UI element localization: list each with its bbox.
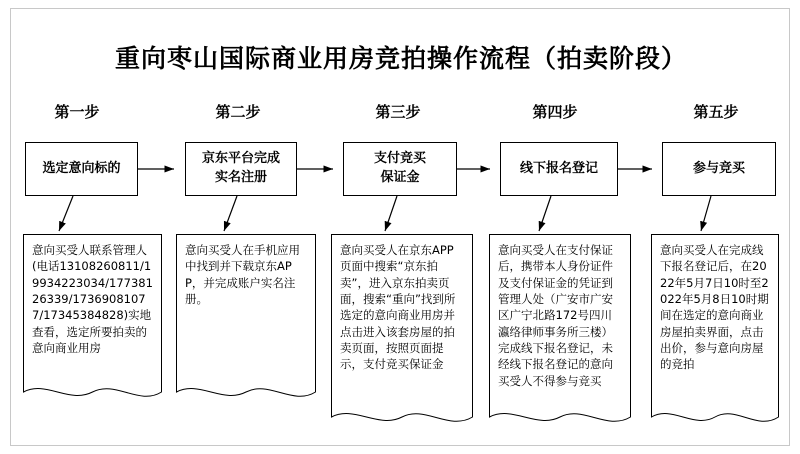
step-note-3-text: 意向买受人在京东APP页面中搜索“京东拍卖”，进入京东拍卖页面，搜索“重向”找到所选定的意向商业用房并点击进入该套房屋的拍卖页面，按照页面提示，支付竞买保证金 [340,243,456,372]
step-label-4: 第四步 [532,103,578,121]
step-label-3: 第三步 [375,103,421,121]
step-note-5 [651,234,779,429]
step-box-3[interactable]: 支付竞买 保证金 [343,142,457,196]
flowchart-canvas [10,8,790,446]
step-box-5[interactable]: 参与竞买 [662,142,776,196]
step-note-1-text: 意向买受人联系管理人(电话13108260811/19934223034/17738126339/17369081077/17345384828)实地查看，选定所要拍卖的意向商业用房 [32,243,153,355]
step-note-2-text: 意向买受人在手机应用中找到并下载京东APP，并完成账户实名注册。 [185,243,300,306]
step-note-4 [489,234,631,429]
step-note-3 [331,234,473,429]
step-label-5: 第五步 [693,103,739,121]
step-box-4[interactable]: 线下报名登记 [500,142,618,196]
step-note-1 [23,234,162,404]
page-title: 重向枣山国际商业用房竞拍操作流程（拍卖阶段） [114,44,687,73]
step-box-1[interactable]: 选定意向标的 [25,142,138,196]
step-label-1: 第一步 [54,103,100,121]
step-box-2[interactable]: 京东平台完成 实名注册 [185,142,297,196]
step-note-2 [176,234,316,404]
step-note-4-text: 意向买受人在支付保证后，携带本人身份证件及支付保证金的凭证到管理人处（广安市广安区广宁北路172号四川瀛络律师事务所三楼）完成线下报名登记，未经线下报名登记的意向买受人不得参与竞买 [498,243,613,388]
step-note-5-text: 意向买受人在完成线下报名登记后，在2022年5月7日10时至2022年5月8日10时期间在选定的意向商业房屋拍卖界面，点击出价，参与意向房屋的竞拍 [660,243,769,372]
step-label-2: 第二步 [215,103,261,121]
